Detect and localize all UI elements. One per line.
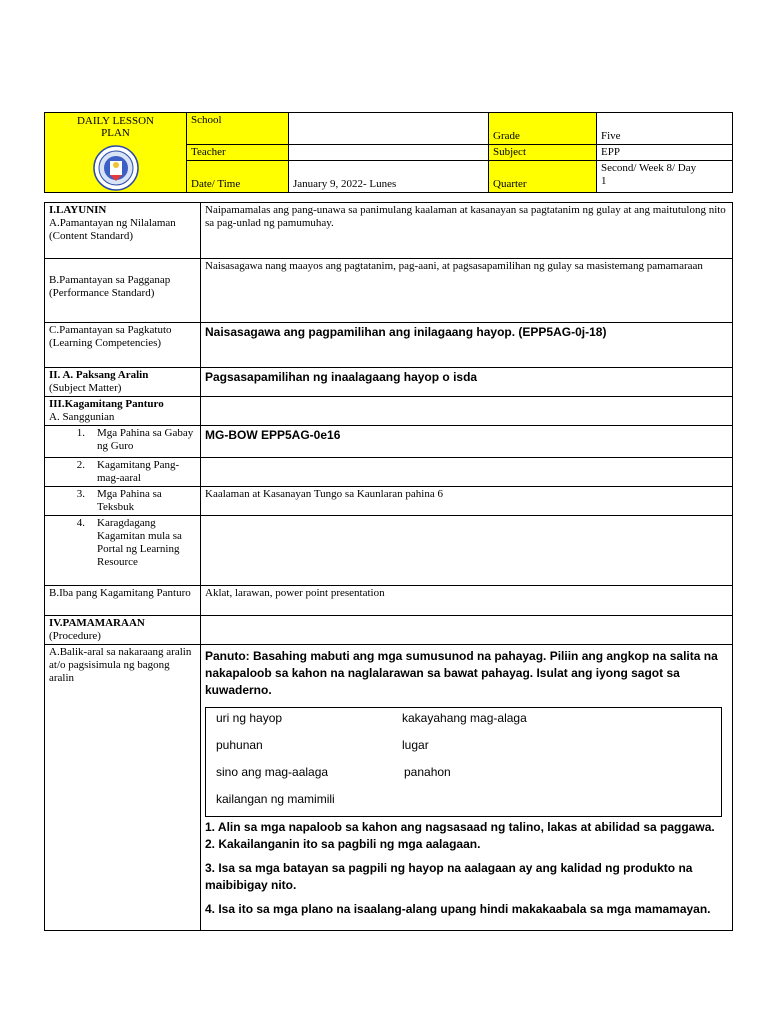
objectives-heading: I.LAYUNIN [49, 204, 107, 216]
references-label: A. Sanggunian [49, 411, 115, 423]
material-item-4-label: Karagdagang Kagamitan mula sa Portal ng Learning Resource [97, 517, 182, 568]
materials-cell [45, 397, 201, 426]
word-choice: sino ang mag-aalaga [216, 765, 329, 779]
dlp-title-line1: DAILY LESSON [76, 115, 155, 127]
performance-standard-label: B.Pamantayan sa Pagganap (Performance Standard) [49, 274, 171, 299]
quarter-value-line1: Second/ Week 8/ Day [601, 162, 697, 175]
grade-value: Five [597, 113, 733, 145]
review-label: A.Balik-aral sa nakaraang aralin at/o pagsisimula ng bagong aralin [45, 645, 201, 931]
material-item-1 [45, 426, 201, 458]
date-value: January 9, 2022- Lunes [289, 161, 489, 193]
question-1: 1. Alin sa mga napaloob sa kahon ang nagsasaad ng talino, lakas at abilidad sa paggawa. [205, 820, 715, 834]
other-materials-value: Aklat, larawan, power point presentation [201, 586, 733, 616]
material-item-4-num: 4. [76, 517, 85, 529]
procedure-sub: (Procedure) [49, 630, 101, 642]
dlp-title-cell [45, 113, 187, 193]
header-table [44, 112, 733, 193]
school-value [289, 113, 489, 145]
material-item-2-value [201, 458, 733, 487]
learning-competencies-value: Naisasagawa ang pagpamilihan ang inilagaang hayop. (EPP5AG-0j-18) [201, 323, 733, 368]
material-item-1-num: 1. [76, 427, 85, 439]
material-item-2-label: Kagamitang Pang-mag-aaral [97, 459, 180, 484]
teacher-value [289, 144, 489, 161]
material-item-2 [45, 458, 201, 487]
word-choice: puhunan [216, 738, 263, 752]
question-3: 3. Isa sa mga batayan sa pagpili ng hayop na aalagaan ay ang kalidad ng produkto na maibibigay nito. [205, 861, 693, 892]
date-label: Date/ Time [187, 161, 289, 193]
subject-matter-heading: II. A. Paksang Aralin [49, 369, 149, 381]
learning-competencies-label: C.Pamantayan sa Pagkatuto (Learning Competencies) [45, 323, 201, 368]
word-choice: kakayahang mag-alaga [402, 711, 527, 725]
performance-standard-value: Naisasagawa nang maayos ang pagtatanim, pag-aani, at pagsasapamilihan ng gulay sa masistemang pamamaraan [201, 259, 733, 323]
material-item-3-value: Kaalaman at Kasanayan Tungo sa Kaunlaran pahina 6 [201, 487, 733, 516]
quarter-label: Quarter [489, 161, 597, 193]
material-item-1-label: Mga Pahina sa Gabay ng Guro [97, 427, 194, 452]
word-choice: kailangan ng mamimili [216, 792, 335, 806]
content-standard-label: A.Pamantayan ng Nilalaman (Content Standard) [49, 217, 176, 242]
teacher-label: Teacher [187, 144, 289, 161]
school-label: School [187, 113, 289, 145]
word-choice: panahon [404, 765, 451, 779]
materials-value [201, 397, 733, 426]
subject-label: Subject [489, 144, 597, 161]
quarter-value [597, 161, 733, 193]
performance-standard-cell [45, 259, 201, 323]
quarter-value-line2: 1 [601, 175, 607, 188]
subject-value: EPP [597, 144, 733, 161]
material-item-4 [45, 516, 201, 586]
content-standard-value: Naipamamalas ang pang-unawa sa panimulang kaalaman at kasanayan sa pagtatanim ng gulay at ang maitutulong nito sa pag-unlad ng pamumuhay. [201, 203, 733, 259]
material-item-3-label: Mga Pahina sa Teksbuk [97, 488, 162, 513]
grade-label: Grade [489, 113, 597, 145]
material-item-1-value: MG-BOW EPP5AG-0e16 [201, 426, 733, 458]
subject-matter-cell [45, 368, 201, 397]
dlp-title-line2: PLAN [101, 127, 130, 139]
question-2: 2. Kakailanganin ito sa pagbili ng mga aalagaan. [205, 837, 481, 851]
objectives-a-label-cell [45, 203, 201, 259]
material-item-4-value [201, 516, 733, 586]
material-item-3 [45, 487, 201, 516]
lesson-plan-table [44, 202, 733, 931]
materials-heading: III.Kagamitang Panturo [49, 398, 164, 410]
instructions-text: Panuto: Basahing mabuti ang mga sumusunod na pahayag. Piliin ang angkop na salita na nakapaloob sa kahon na naglalarawan sa bawat pahayag. Isulat ang iyong sagot sa kuwaderno. [205, 649, 718, 697]
material-item-3-num: 3. [76, 488, 85, 500]
procedure-heading: IV.PAMAMARAAN [49, 617, 145, 629]
other-materials-label: B.Iba pang Kagamitang Panturo [45, 586, 201, 616]
subject-matter-sub: (Subject Matter) [49, 382, 122, 394]
word-choice: uri ng hayop [216, 711, 283, 725]
procedure-cell [45, 616, 201, 645]
material-item-2-num: 2. [76, 459, 85, 471]
word-choices-box [205, 707, 722, 817]
question-4: 4. Isa ito sa mga plano na isaalang-alang upang hindi makakaabala sa mga mamamayan. [205, 902, 711, 916]
subject-matter-value: Pagsasapamilihan ng inaalagaang hayop o isda [201, 368, 733, 397]
procedure-value [201, 616, 733, 645]
deped-seal-icon [93, 145, 139, 191]
word-choice: lugar [402, 738, 429, 752]
review-content [201, 645, 733, 931]
